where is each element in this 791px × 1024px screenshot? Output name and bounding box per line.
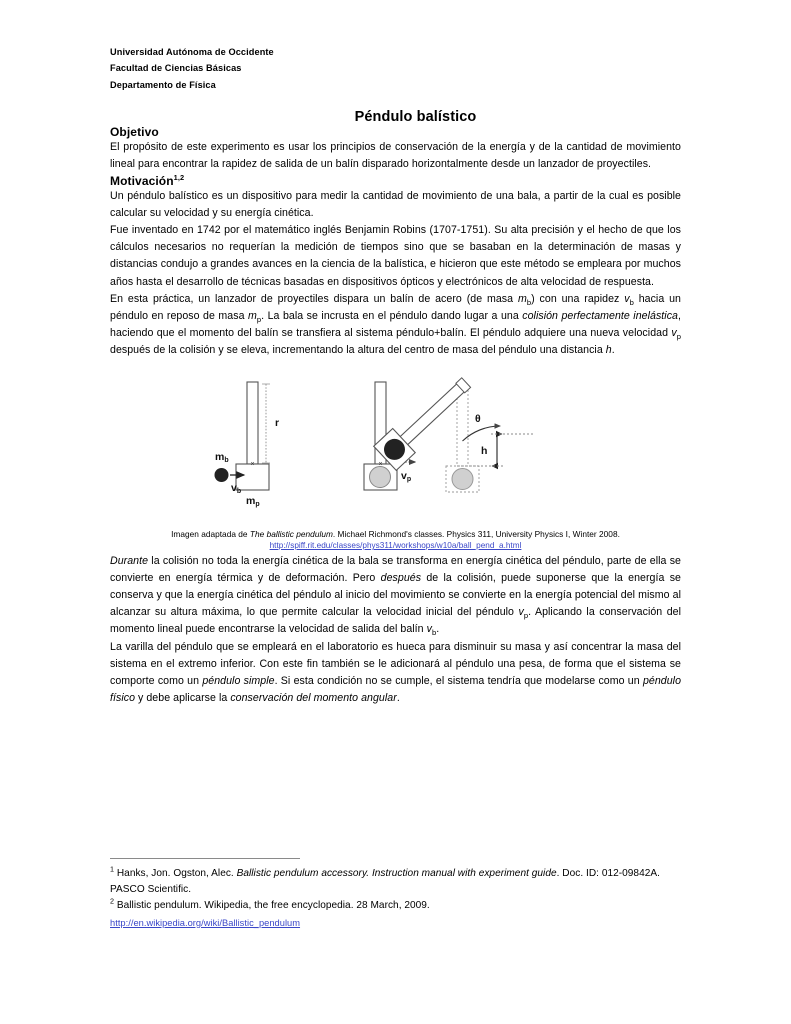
letterhead-faculty: Facultad de Ciencias Básicas xyxy=(110,63,242,74)
var-h: h xyxy=(605,344,612,357)
embedded-ball xyxy=(369,466,390,487)
text-run: hacia un péndulo en reposo de masa xyxy=(110,292,682,323)
text-run: . xyxy=(611,344,615,357)
label-r: r xyxy=(274,416,279,429)
page-title: Péndulo balístico xyxy=(354,109,477,126)
var-symbol: v xyxy=(624,292,630,305)
caption-source-title: The ballistic pendulum xyxy=(249,528,333,539)
heading-motivacion-text: Motivación xyxy=(110,173,174,188)
var-subscript: b xyxy=(526,297,532,307)
var-vp xyxy=(518,606,529,621)
footnote-1 xyxy=(110,866,685,898)
caption-text-run: . Michael Richmond's classes. Physics 311, University Physics I, Winter 2008. xyxy=(332,528,620,539)
text-run: Hanks, Jon. Ogston, Alec. xyxy=(114,868,237,879)
ball-mb xyxy=(214,468,228,482)
footnote-source-title: Ballistic pendulum accessory. Instruction manual with experiment guide xyxy=(236,868,557,879)
text-run: . Doc. ID: 012-09842A. PASCO Scientific. xyxy=(110,868,660,896)
var-subscript: p xyxy=(256,315,262,325)
footnote-marker: 1 xyxy=(110,864,115,874)
text-run: después de la colisión y se eleva, incrementando la altura del centro de masa del péndulo una distancia xyxy=(110,344,606,357)
text-run: Ballistic pendulum. Wikipedia, the free encyclopedia. 28 March, 2009. xyxy=(114,900,430,912)
footnote-separator xyxy=(110,858,300,859)
rest-position-ball xyxy=(452,468,473,489)
var-symbol: m xyxy=(247,310,257,323)
var-mb xyxy=(518,293,531,305)
figure-panel-before-collision xyxy=(214,382,279,508)
pivot-marker: × xyxy=(377,460,383,468)
footnote-2 xyxy=(110,898,685,914)
footnote-marker: 2 xyxy=(110,897,115,907)
label-mp: mp xyxy=(245,494,260,508)
text-run: . Aplicando la conservación del momento lineal puede encontrarse la velocidad de salida del balín xyxy=(110,606,681,636)
paragraph-motivacion-2: Fue inventado en 1742 por el matemático inglés Benjamin Robins (1707-1751). Su alta precisión y el hecho de que los cálculos necesarios no requerían la medición de tiempos sino que se basaban en la determinación de masas y distancias condujo a grandes avances en la ciencia de la balística, e hicieron que este método se empleara por muchos años hasta el desarrollo de técnicas basadas en dispositivos ópticos y electrónicos de alta velocidad de respuesta. xyxy=(110,224,681,288)
heading-objetivo: Objetivo xyxy=(110,125,159,140)
var-subscript: p xyxy=(676,332,681,342)
pendulum-rod xyxy=(247,382,258,464)
figure-ballistic-pendulum xyxy=(110,374,681,524)
caption-source-link[interactable]: http://spiff.rit.edu/classes/phys311/workshops/w10a/ball_pend_a.html xyxy=(269,541,522,551)
footnote-wikipedia-link[interactable]: http://en.wikipedia.org/wiki/Ballistic_pendulum xyxy=(110,917,301,928)
label-h: h xyxy=(480,444,487,457)
paragraph-motivacion-1: Un péndulo balístico es un dispositivo para medir la cantidad de movimiento de una bala, a partir de la cual es posible calcular su velocidad y su energía cinética. xyxy=(110,189,681,219)
text-run: ) con una rapidez xyxy=(531,292,625,305)
text-run: , haciendo que el momento del balín se transfiera al sistema péndulo+balín. El péndulo adquiere una nueva velocidad xyxy=(110,310,681,340)
var-vb xyxy=(426,623,440,638)
letterhead-department: Departamento de Física xyxy=(110,79,216,90)
var-symbol: v xyxy=(671,327,677,340)
text-run: . xyxy=(436,623,440,636)
swung-rod xyxy=(398,380,467,445)
var-subscript: b xyxy=(629,297,634,307)
label-mb: mb xyxy=(214,450,229,464)
letterhead-university: Universidad Autónoma de Occidente xyxy=(110,47,274,57)
text-run: La varilla del péndulo que se empleará en el laboratorio es hueca para disminuir su masa y así concentrar la masa del sistema en el extremo inferior. Con este fin también se le adicionará al péndulo una pesa, de forma que el sistema se comporte como un xyxy=(110,640,681,688)
text-run: . La bala se incrusta en el péndulo dando lugar a una xyxy=(261,310,523,323)
heading-motivacion-footnote-refs: 1,2 xyxy=(173,172,185,182)
swung-rod-group xyxy=(398,380,467,445)
emphasis-pendulo-simple: péndulo simple xyxy=(202,675,275,688)
label-vp: vp xyxy=(400,469,411,483)
footnotes-section xyxy=(110,858,685,932)
paragraph-motivacion-4 xyxy=(110,553,681,639)
figure-svg xyxy=(211,374,581,524)
emphasis-pendulo-fisico: péndulo físico xyxy=(110,675,682,705)
heading-motivacion xyxy=(110,174,681,188)
paragraph-motivacion-3 xyxy=(110,291,681,360)
var-symbol: m xyxy=(517,292,527,305)
letterhead xyxy=(110,44,681,93)
emphasis-colision-inelastica: colisión perfectamente inelástica xyxy=(522,310,678,323)
emphasis-durante: Durante xyxy=(110,554,149,567)
emphasis-conservacion-momento-angular: conservación del momento angular xyxy=(230,692,397,705)
var-subscript: b xyxy=(431,628,437,638)
footnote-2-link-line xyxy=(110,915,685,932)
var-vb xyxy=(624,293,634,305)
var-subscript: p xyxy=(523,611,529,621)
paragraph-motivacion-5 xyxy=(110,639,681,708)
text-run: . Si esta condición no se cumple, el sistema tendría que modelarse como un xyxy=(274,675,643,688)
caption-text-run: Imagen adaptada de xyxy=(171,528,250,539)
paragraph-objetivo: El propósito de este experimento es usar los principios de conservación de la energía y de la cantidad de movimiento lineal para encontrar la rapidez de salida de un balín disparado horizontalmente desde un lanzador de proyectiles. xyxy=(110,141,681,171)
text-run: de la colisión, puede suponerse que la energía se conserva y que la energía cinética del péndulo al inicio del movimiento se convierte en la energía potencial del mismo al alcanzar su altura máxima, lo que permite calcular la velocidad inicial del péndulo xyxy=(110,571,681,619)
label-theta: θ xyxy=(474,412,481,425)
var-mp xyxy=(247,310,262,325)
var-vp xyxy=(671,327,681,342)
label-vb: vb xyxy=(230,481,241,495)
emphasis-despues: después xyxy=(380,571,422,584)
text-run: la colisión no toda la energía cinética de la bala se transforma en energía cinética del péndulo, parte de ella se convierte en energía térmica y de deformación. Pero xyxy=(110,554,681,584)
text-run: En esta práctica, un lanzador de proyectiles dispara un balín de acero (de masa xyxy=(110,292,518,305)
figure-caption xyxy=(110,528,681,553)
var-symbol: v xyxy=(518,606,524,619)
pivot-marker: × xyxy=(249,460,255,468)
text-run: y debe aplicarse la xyxy=(135,692,231,705)
var-symbol: v xyxy=(426,623,432,636)
text-run: . xyxy=(396,692,400,705)
figure-panel-max-height xyxy=(373,377,532,491)
